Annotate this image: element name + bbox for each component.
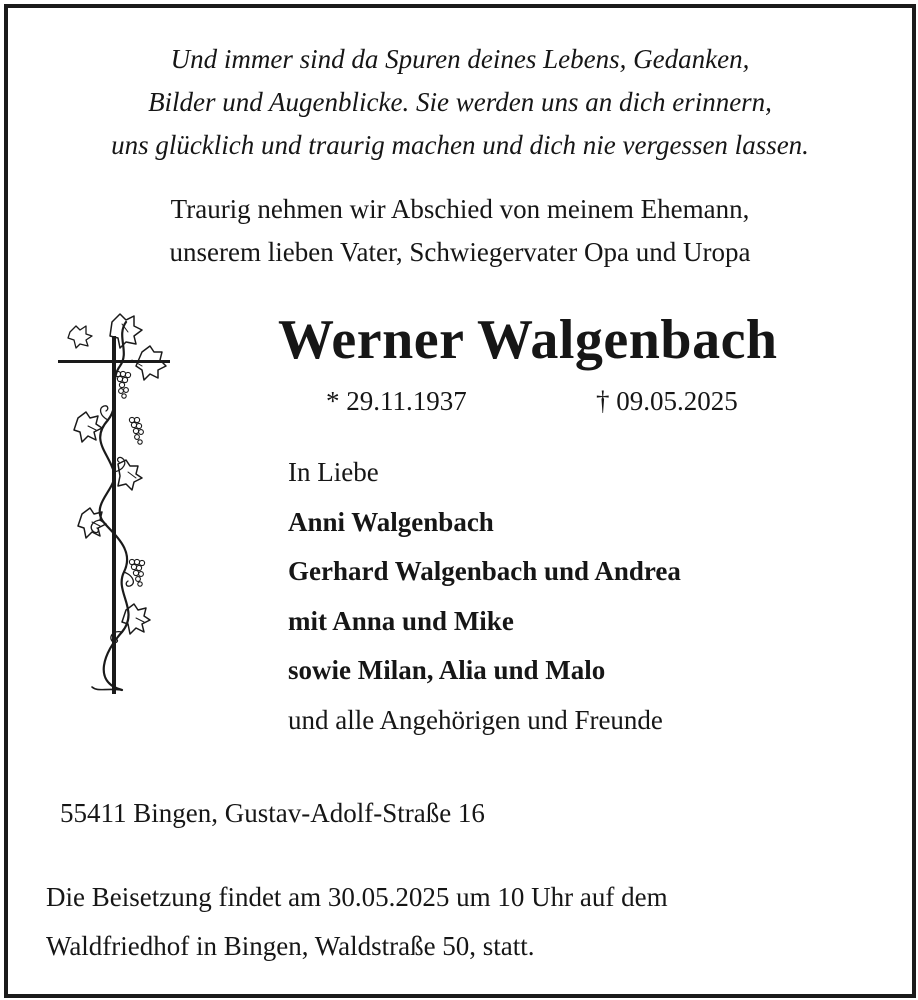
mourner-name: sowie Milan, Alia und Malo: [288, 655, 606, 685]
intro-line: Traurig nehmen wir Abschied von meinem Ehemann,: [170, 194, 750, 224]
mourner-name: Anni Walgenbach: [288, 506, 494, 537]
deceased-name: Werner Walgenbach: [278, 309, 778, 371]
memorial-quote: [8, 38, 912, 167]
quote-line: uns glücklich und traurig machen und dich nie vergessen lassen.: [111, 130, 809, 160]
quote-line: Und immer sind da Spuren deines Lebens, Gedanken,: [170, 44, 750, 74]
death-date: † 09.05.2025: [596, 386, 738, 416]
funeral-line: Waldfriedhof in Bingen, Waldstraße 50, statt.: [46, 931, 535, 961]
intro-line: unserem lieben Vater, Schwiegervater Opa und Uropa: [169, 237, 751, 267]
mourning-address: 55411 Bingen, Gustav-Adolf-Straße 16: [60, 798, 485, 828]
obituary-notice: [4, 4, 916, 998]
funeral-announcement: [46, 873, 668, 971]
cross-with-grapevine-icon: [52, 302, 176, 700]
quote-line: Bilder und Augenblicke. Sie werden uns an dich erinnern,: [148, 87, 772, 117]
mourner-name: mit Anna und Mike: [288, 605, 514, 636]
birth-date: * 29.11.1937: [326, 386, 467, 416]
mourners-closing: und alle Angehörigen und Freunde: [288, 704, 663, 735]
farewell-intro: [8, 188, 912, 274]
mourners-list: [288, 448, 681, 745]
mourners-intro: In Liebe: [288, 457, 379, 487]
funeral-line: Die Beisetzung findet am 30.05.2025 um 10 Uhr auf dem: [46, 882, 668, 912]
mourner-name: Gerhard Walgenbach und Andrea: [288, 556, 681, 586]
